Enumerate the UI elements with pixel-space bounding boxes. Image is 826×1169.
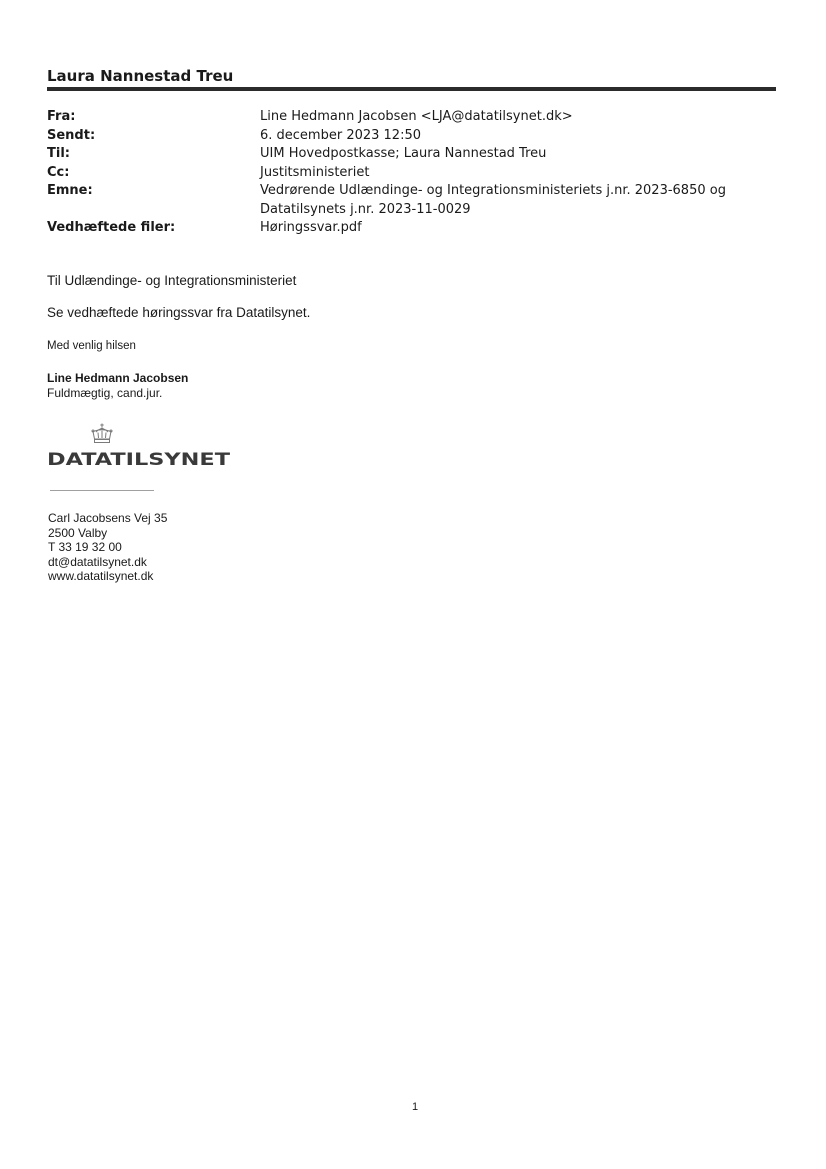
datatilsynet-logo bbox=[47, 449, 233, 469]
from-label: Fra: bbox=[47, 109, 76, 124]
closing: Med venlig hilsen bbox=[47, 340, 136, 352]
organisation-address bbox=[48, 511, 167, 584]
address-email: dt@datatilsynet.dk bbox=[48, 554, 147, 569]
attachments-row bbox=[47, 219, 776, 238]
from-value: Line Hedmann Jacobsen <LJA@datatilsynet.dk> bbox=[260, 109, 573, 124]
signature-name: Line Hedmann Jacobsen bbox=[47, 371, 189, 385]
crown-icon bbox=[89, 423, 115, 445]
subject-value bbox=[260, 182, 776, 219]
greeting: Til Udlændinge- og Integrationsministeriet bbox=[47, 273, 297, 288]
sent-value: 6. december 2023 12:50 bbox=[260, 127, 422, 143]
page-number: 1 bbox=[411, 1101, 419, 1113]
email-header-fields bbox=[47, 108, 776, 238]
subject-line-1: Vedrørende Udlændinge- og Integrationsministeriets j.nr. 2023-6850 og bbox=[260, 183, 726, 198]
from-row bbox=[47, 108, 776, 127]
cc-label: Cc: bbox=[47, 164, 70, 180]
attachment-filename: Høringssvar.pdf bbox=[260, 220, 362, 235]
subject-label: Emne: bbox=[47, 183, 93, 198]
address-street: Carl Jacobsens Vej 35 bbox=[48, 511, 168, 525]
sent-label: Sendt: bbox=[47, 127, 96, 143]
message-text: Se vedhæftede høringssvar fra Datatilsynet. bbox=[47, 305, 311, 320]
to-label: Til: bbox=[47, 146, 70, 161]
header-rule bbox=[47, 87, 776, 91]
address-website: www.datatilsynet.dk bbox=[48, 569, 154, 583]
svg-text:DATATILSYNET: DATATILSYNET bbox=[47, 450, 231, 469]
subject-line-2: Datatilsynets j.nr. 2023-11-0029 bbox=[260, 201, 471, 217]
sent-row bbox=[47, 127, 776, 146]
attachments-label: Vedhæftede filer: bbox=[47, 220, 176, 235]
address-phone: T 33 19 32 00 bbox=[48, 540, 122, 554]
mailbox-owner-name: Laura Nannestad Treu bbox=[47, 67, 234, 85]
subject-row bbox=[47, 182, 776, 219]
address-city: 2500 Valby bbox=[48, 525, 108, 540]
cc-value: Justitsministeriet bbox=[260, 164, 370, 180]
to-row bbox=[47, 145, 776, 164]
signature-title: Fuldmægtig, cand.jur. bbox=[47, 386, 163, 400]
to-value: UIM Hovedpostkasse; Laura Nannestad Treu bbox=[260, 146, 547, 161]
cc-row bbox=[47, 164, 776, 183]
signature-divider bbox=[50, 490, 154, 491]
